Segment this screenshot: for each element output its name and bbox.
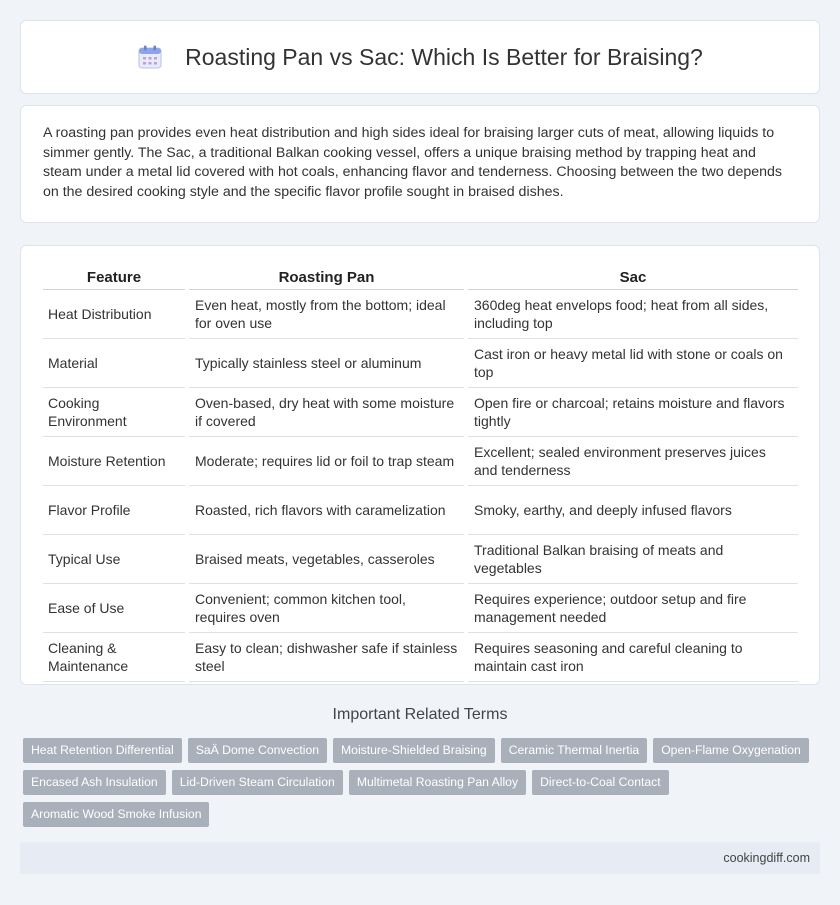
- cell-sac: 360deg heat envelops food; heat from all sides, including top: [468, 290, 798, 339]
- table-row: [43, 486, 798, 535]
- cell-roasting-pan: Easy to clean; dishwasher safe if stainless steel: [189, 633, 464, 682]
- table-row: [43, 633, 798, 682]
- cell-roasting-pan: Roasted, rich flavors with caramelization: [189, 486, 464, 535]
- cell-roasting-pan: Braised meats, vegetables, casseroles: [189, 535, 464, 584]
- cell-sac: Requires seasoning and careful cleaning to maintain cast iron: [468, 633, 798, 682]
- cell-sac: Smoky, earthy, and deeply infused flavors: [468, 486, 798, 535]
- table-row: [43, 535, 798, 584]
- related-term-tag[interactable]: Direct-to-Coal Contact: [532, 770, 669, 795]
- cell-sac: Cast iron or heavy metal lid with stone or coals on top: [468, 339, 798, 388]
- header-sac: Sac: [468, 264, 798, 290]
- comparison-table: [43, 264, 798, 682]
- intro-section: [20, 105, 820, 223]
- related-terms-title: Important Related Terms: [332, 706, 508, 723]
- cell-feature: Flavor Profile: [43, 486, 185, 535]
- table-row: [43, 290, 798, 339]
- cell-roasting-pan: Moderate; requires lid or foil to trap steam: [189, 437, 464, 486]
- cell-roasting-pan: Convenient; common kitchen tool, requires oven: [189, 584, 464, 633]
- cell-roasting-pan: Typically stainless steel or aluminum: [189, 339, 464, 388]
- table-row: [43, 584, 798, 633]
- cell-sac: Traditional Balkan braising of meats and vegetables: [468, 535, 798, 584]
- cell-feature: Typical Use: [43, 535, 185, 584]
- related-term-tag[interactable]: Moisture-Shielded Braising: [333, 738, 495, 763]
- cell-feature: Moisture Retention: [43, 437, 185, 486]
- related-term-tag[interactable]: Encased Ash Insulation: [23, 770, 166, 795]
- table-header-row: [43, 264, 798, 290]
- cell-feature: Material: [43, 339, 185, 388]
- comparison-table-card: [20, 245, 820, 685]
- header-roasting-pan: Roasting Pan: [189, 264, 464, 290]
- header-feature: Feature: [43, 264, 185, 290]
- table-row: [43, 339, 798, 388]
- cell-roasting-pan: Even heat, mostly from the bottom; ideal for oven use: [189, 290, 464, 339]
- related-term-tag[interactable]: Lid-Driven Steam Circulation: [172, 770, 343, 795]
- cell-sac: Excellent; sealed environment preserves juices and tenderness: [468, 437, 798, 486]
- cell-sac: Requires experience; outdoor setup and fire management needed: [468, 584, 798, 633]
- table-row: [43, 388, 798, 437]
- related-term-tag[interactable]: Heat Retention Differential: [23, 738, 182, 763]
- related-term-tag[interactable]: Multimetal Roasting Pan Alloy: [349, 770, 526, 795]
- calendar-icon: [137, 44, 163, 70]
- related-term-tag[interactable]: SaÄ Dome Convection: [188, 738, 327, 763]
- cell-feature: Cleaning & Maintenance: [43, 633, 185, 682]
- related-term-tag[interactable]: Open-Flame Oxygenation: [653, 738, 809, 763]
- cell-feature: Ease of Use: [43, 584, 185, 633]
- footer-site: cookingdiff.com: [20, 842, 820, 874]
- page-title: Roasting Pan vs Sac: Which Is Better for Braising?: [185, 43, 703, 70]
- cell-sac: Open fire or charcoal; retains moisture and flavors tightly: [468, 388, 798, 437]
- cell-feature: Cooking Environment: [43, 388, 185, 437]
- cell-feature: Heat Distribution: [43, 290, 185, 339]
- table-row: [43, 437, 798, 486]
- page-header: [20, 20, 820, 94]
- related-terms-list: [23, 738, 823, 834]
- related-term-tag[interactable]: Ceramic Thermal Inertia: [501, 738, 648, 763]
- cell-roasting-pan: Oven-based, dry heat with some moisture if covered: [189, 388, 464, 437]
- related-term-tag[interactable]: Aromatic Wood Smoke Infusion: [23, 802, 209, 827]
- intro-text: A roasting pan provides even heat distribution and high sides ideal for braising larger cuts of meat, allowing liquids to simmer gently. The Sac, a traditional Balkan cooking vessel, offers a unique braising method by trapping heat and steam under a metal lid covered with hot coals, enhancing flavor and tenderness. Choosing between the two depends on the desired cooking style and the specific flavor profile sought in braised dishes.: [43, 125, 782, 200]
